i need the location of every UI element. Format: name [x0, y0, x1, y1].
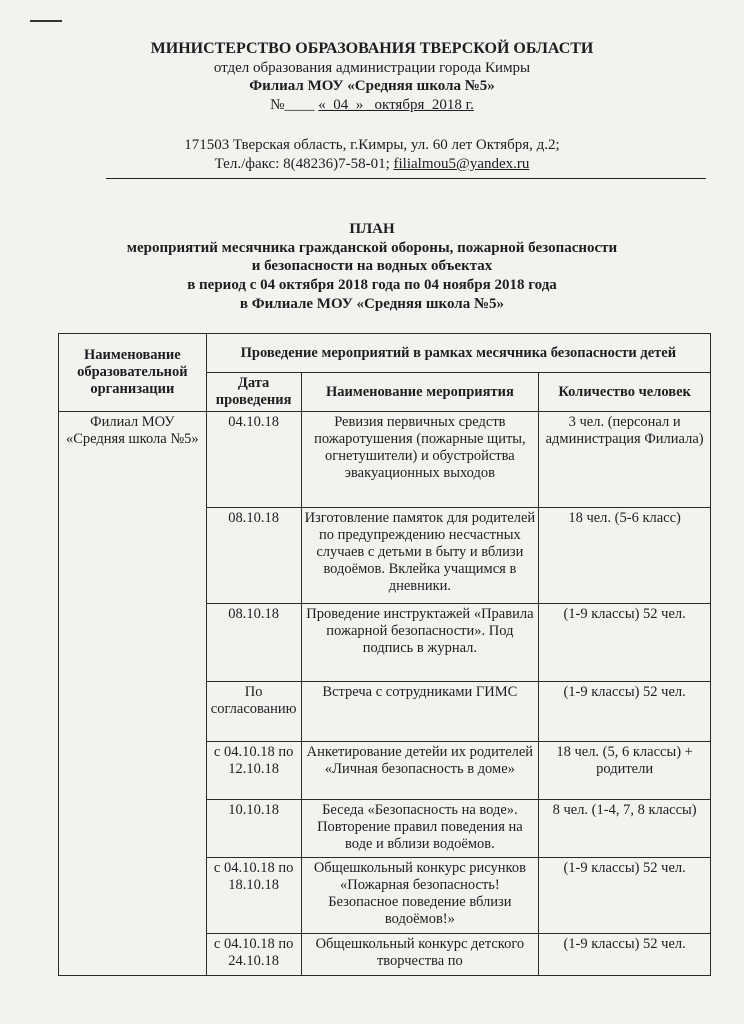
event-cell: Встреча с сотрудниками ГИМС	[301, 682, 539, 742]
plan-title: ПЛАН	[349, 221, 395, 237]
date-cell: По согласованию	[206, 682, 301, 742]
event-cell: Ревизия первичных средств пожаротушения (пожарные щиты, огнетушители) и обустройства эвакуационных выходов	[301, 412, 539, 508]
plan-subtitle-2: и безопасности на водных объектах	[251, 258, 493, 274]
date-cell: с 04.10.18 по 24.10.18	[206, 934, 301, 976]
school-name: Филиал МОУ «Средняя школа №5»	[249, 78, 495, 94]
events-table	[58, 333, 711, 976]
qty-cell: 18 чел. (5-6 класс)	[539, 508, 711, 604]
header-group: Проведение мероприятий в рамках месячника безопасности детей	[206, 334, 710, 373]
issue-date: «_04_» _октября_2018 г.	[318, 97, 474, 113]
date-cell: 08.10.18	[206, 604, 301, 682]
number-label: №	[270, 97, 285, 113]
event-cell: Беседа «Безопасность на воде». Повторение правил поведения на воде и вблизи водоёмов.	[301, 800, 539, 858]
date-cell: 08.10.18	[206, 508, 301, 604]
ministry-title: МИНИСТЕРСТВО ОБРАЗОВАНИЯ ТВЕРСКОЙ ОБЛАСТИ	[150, 40, 594, 57]
contacts	[0, 156, 744, 173]
event-cell: Анкетирование детейи их родителей «Личная безопасность в доме»	[301, 742, 539, 800]
date-cell: с 04.10.18 по 12.10.18	[206, 742, 301, 800]
number-blank: ____	[284, 97, 315, 113]
department-name: отдел образования администрации города Кимры	[213, 60, 531, 76]
qty-cell: 18 чел. (5, 6 классы) + родители	[539, 742, 711, 800]
qty-cell: (1-9 классы) 52 чел.	[539, 934, 711, 976]
phone: Тел./факс: 8(48236)7-58-01;	[214, 156, 394, 172]
header-name: Наименование мероприятия	[301, 373, 539, 412]
document-number-date	[0, 97, 744, 114]
event-cell: Общешкольный конкурс рисунков «Пожарная безопасность! Безопасное поведение вблизи водоёмов!»	[301, 858, 539, 934]
address: 171503 Тверская область, г.Кимры, ул. 60 лет Октября, д.2;	[184, 137, 560, 153]
qty-cell: (1-9 классы) 52 чел.	[539, 682, 711, 742]
header-qty: Количество человек	[539, 373, 711, 412]
qty-cell: 8 чел. (1-4, 7, 8 классы)	[539, 800, 711, 858]
org-cell: Филиал МОУ «Средняя школа №5»	[59, 412, 207, 976]
header-divider	[106, 178, 706, 179]
qty-cell: 3 чел. (персонал и администрация Филиала)	[539, 412, 711, 508]
plan-subtitle-3: в период с 04 октября 2018 года по 04 ноября 2018 года	[187, 277, 557, 293]
corner-mark	[30, 20, 62, 22]
qty-cell: (1-9 классы) 52 чел.	[539, 858, 711, 934]
qty-cell: (1-9 классы) 52 чел.	[539, 604, 711, 682]
header-date: Дата проведения	[206, 373, 301, 412]
date-cell: 04.10.18	[206, 412, 301, 508]
header-org: Наименование образовательной организации	[59, 334, 207, 412]
plan-subtitle-1: мероприятий месячника гражданской обороны, пожарной безопасности	[126, 240, 618, 256]
event-cell: Проведение инструктажей «Правила пожарной безопасности». Под подпись в журнал.	[301, 604, 539, 682]
email-link[interactable]: filialmou5@yandex.ru	[393, 156, 530, 172]
event-cell: Изготовление памяток для родителей по предупреждению несчастных случаев с детьми в быту и вблизи водоёмов. Вклейка учащимся в дневники.	[301, 508, 539, 604]
table-row	[59, 412, 711, 508]
event-cell: Общешкольный конкурс детского творчества по	[301, 934, 539, 976]
plan-subtitle-4: в Филиале МОУ «Средняя школа №5»	[239, 296, 505, 312]
date-cell: 10.10.18	[206, 800, 301, 858]
date-cell: с 04.10.18 по 18.10.18	[206, 858, 301, 934]
